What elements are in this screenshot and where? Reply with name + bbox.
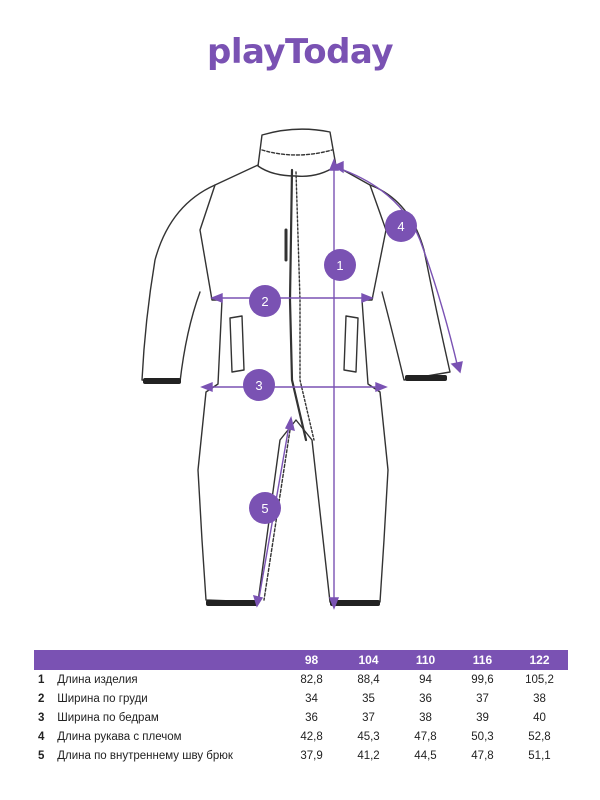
svg-text:5: 5 [261,501,269,516]
size-header-row [34,650,568,670]
row-value: 82,8 [300,673,323,686]
size-header: 122 [511,650,568,670]
size-header: 98 [283,650,340,670]
marker-3 [243,369,275,401]
marker-5 [249,492,281,524]
row-value: 36 [305,711,318,724]
row-value: 41,2 [357,749,380,762]
size-header: 116 [454,650,511,670]
row-label: Ширина по бедрам [57,711,159,724]
row-number: 1 [38,673,45,686]
row-label: Длина рукава с плечом [57,730,182,743]
row-value: 35 [362,692,375,705]
row-value: 47,8 [414,730,437,743]
row-value: 51,1 [528,749,551,762]
row-value: 44,5 [414,749,437,762]
row-value: 105,2 [525,673,554,686]
row-label: Длина по внутреннему шву брюк [57,749,233,762]
row-value: 94 [419,673,432,686]
svg-text:4: 4 [397,219,405,234]
row-value: 38 [533,692,546,705]
measurement-lines [202,160,462,608]
size-header: 104 [340,650,397,670]
table-row [34,670,568,689]
svg-text:2: 2 [261,294,269,309]
cuffs [143,375,447,606]
marker-2 [249,285,281,317]
size-header: 110 [397,650,454,670]
row-number: 5 [38,749,45,762]
table-row [34,727,568,746]
row-number: 3 [38,711,45,724]
row-value: 42,8 [300,730,323,743]
row-value: 88,4 [357,673,380,686]
marker-4 [385,210,417,242]
row-number: 4 [38,730,45,743]
row-value: 37,9 [300,749,323,762]
table-row [34,746,568,765]
table-row [34,708,568,727]
row-value: 45,3 [357,730,380,743]
row-number: 2 [38,692,45,705]
jumpsuit-outline [142,129,450,602]
row-value: 34 [305,692,318,705]
row-value: 39 [476,711,489,724]
row-value: 37 [362,711,375,724]
svg-text:1: 1 [336,258,344,273]
measure-line-4 [338,168,458,368]
row-value: 52,8 [528,730,551,743]
row-value: 50,3 [471,730,494,743]
svg-text:3: 3 [255,378,263,393]
row-value: 40 [533,711,546,724]
marker-1 [324,249,356,281]
row-value: 38 [419,711,432,724]
size-table [34,650,568,765]
table-row [34,689,568,708]
row-value: 37 [476,692,489,705]
row-value: 36 [419,692,432,705]
brand-logo: playToday [207,32,393,72]
row-label: Длина изделия [57,673,138,686]
row-value: 99,6 [471,673,494,686]
row-value: 47,8 [471,749,494,762]
row-label: Ширина по груди [57,692,148,705]
